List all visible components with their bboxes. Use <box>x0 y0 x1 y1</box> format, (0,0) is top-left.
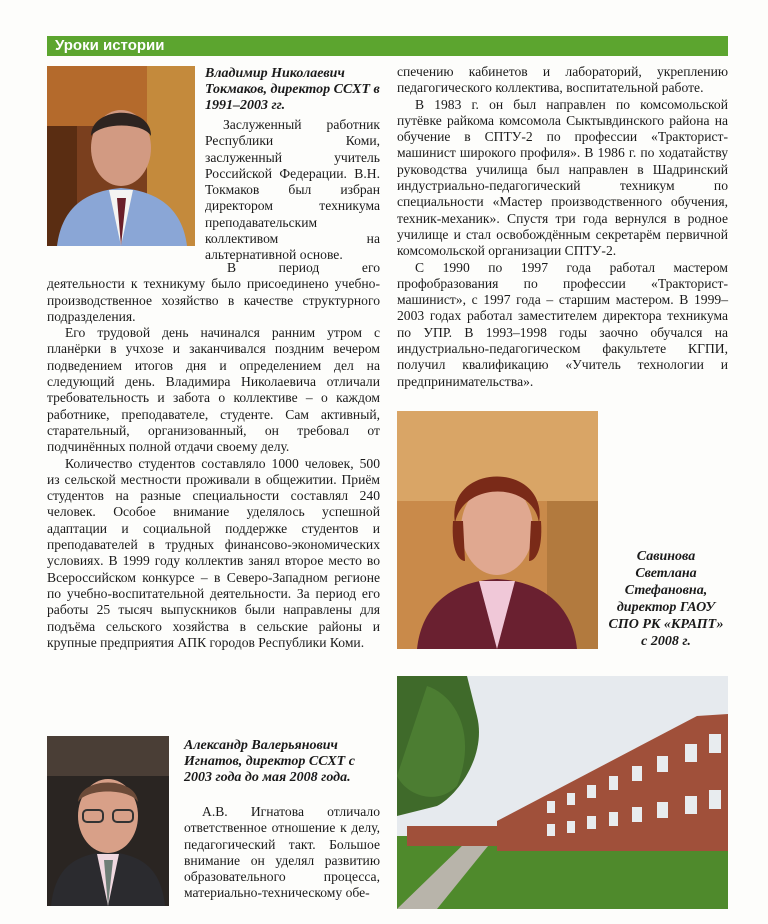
right-paragraph-2: С 1990 по 1997 года работал мастером профобразования по профессии «Тракторист-машинист», с 1997 года – старшим мастером. В 1999–2003 годах работал заместителем директора техникума по УПР. В 1993–1998 годы заочно обучался на индустриально-педагогическом факультете КГПИ, получил квалификацию «Учитель технологии и предпринимательства». <box>397 259 728 389</box>
tokmakov-caption: Владимир Николаевич Токмаков, директор ССХТ в 1991–2003 гг. <box>205 66 380 113</box>
tokmakov-paragraph-3: Количество студентов составляло 1000 человек, 500 из сельской местности проживали в общежитии. Приём студентов на разные специальности составлял 240 человек. Особое внимание уделялось успешной адаптации и социальной поддержке студентов и преподавателей в трудных финансово-экономических условиях. В 1999 году коллектив занял второе место во Всероссийском конкурсе – в Северо-Западном регионе по учебно-воспитательной деятельности. За период его работы 25 тысяч выпускников были направлены для подъёма сельского хозяйства в сельские районы и крупные предприятия АПК городов Республики Коми. <box>47 455 380 650</box>
tokmakov-body <box>47 260 380 651</box>
college-building-photo <box>397 676 728 909</box>
ignatov-paragraph: А.В. Игнатова отличало ответственное отношение к делу, педагогический такт. Большое внимание он уделял развитию образовательного процесса, материально-техническому обе- <box>184 804 380 901</box>
right-column-body <box>397 64 728 390</box>
tokmakov-paragraph-2: Его трудовой день начинался ранним утром с планёрки в учхозе и заканчивался поздним вечером подведением итогов дня и определением дел на следующий день. Владимира Николаевича отличали требовательность и забота о коллективе – о каждом работнике, преподавателе, студенте. Сам активный, старательный, организованный, он требовал от подчинённых полной отдачи своему делу. <box>47 325 380 455</box>
savinova-caption-line2: Светлана <box>635 566 697 581</box>
right-paragraph-1: В 1983 г. он был направлен по комсомольской путёвке райкома комсомола Сыктывдинского района на обучение в СПТУ-2 по профессии «Тракторист-машинист широкого профиля». В 1986 г. по ходатайству руководства училища был направлен в Шадринский индустриально-педагогический техникум по специальности «Мастер производственного обучения, техник-механик». Спустя три года вернулся в родное училище и стал освобождённым секретарём первичной комсомольской организации СПТУ-2. <box>397 96 728 259</box>
section-header <box>47 36 728 56</box>
savinova-photo <box>397 411 598 649</box>
savinova-caption-line6: с 2008 г. <box>641 634 691 649</box>
savinova-caption-line4: директор ГАОУ <box>616 600 716 615</box>
tokmakov-beside-paragraph: Заслуженный работник Республики Коми, заслуженный учитель Российской Федерации. В.Н. Токмаков был избран директором техникума преподавательским коллективом на альтернативной основе. <box>205 117 380 263</box>
savinova-caption-line1: Савинова <box>636 549 696 564</box>
ignatov-photo <box>47 736 169 906</box>
section-title: Уроки истории <box>55 37 165 54</box>
tokmakov-paragraph-1: В период его деятельности к техникуму было присоединено учебно-производственное хозяйство в качестве структурного подразделения. <box>47 260 380 324</box>
ignatov-body <box>184 804 380 902</box>
right-paragraph-0: спечению кабинетов и лабораторий, укреплению педагогического коллектива, воспитательной работе. <box>397 64 728 96</box>
savinova-caption-line3: Стефановна, <box>624 583 708 598</box>
tokmakov-beside-text <box>205 117 380 264</box>
ignatov-caption: Александр Валерьянович Игнатов, директор ССХТ с 2003 года до мая 2008 года. <box>184 738 355 785</box>
tokmakov-photo <box>47 66 195 246</box>
savinova-caption <box>604 548 728 650</box>
savinova-caption-line5: СПО РК «КРАПТ» <box>608 617 724 632</box>
